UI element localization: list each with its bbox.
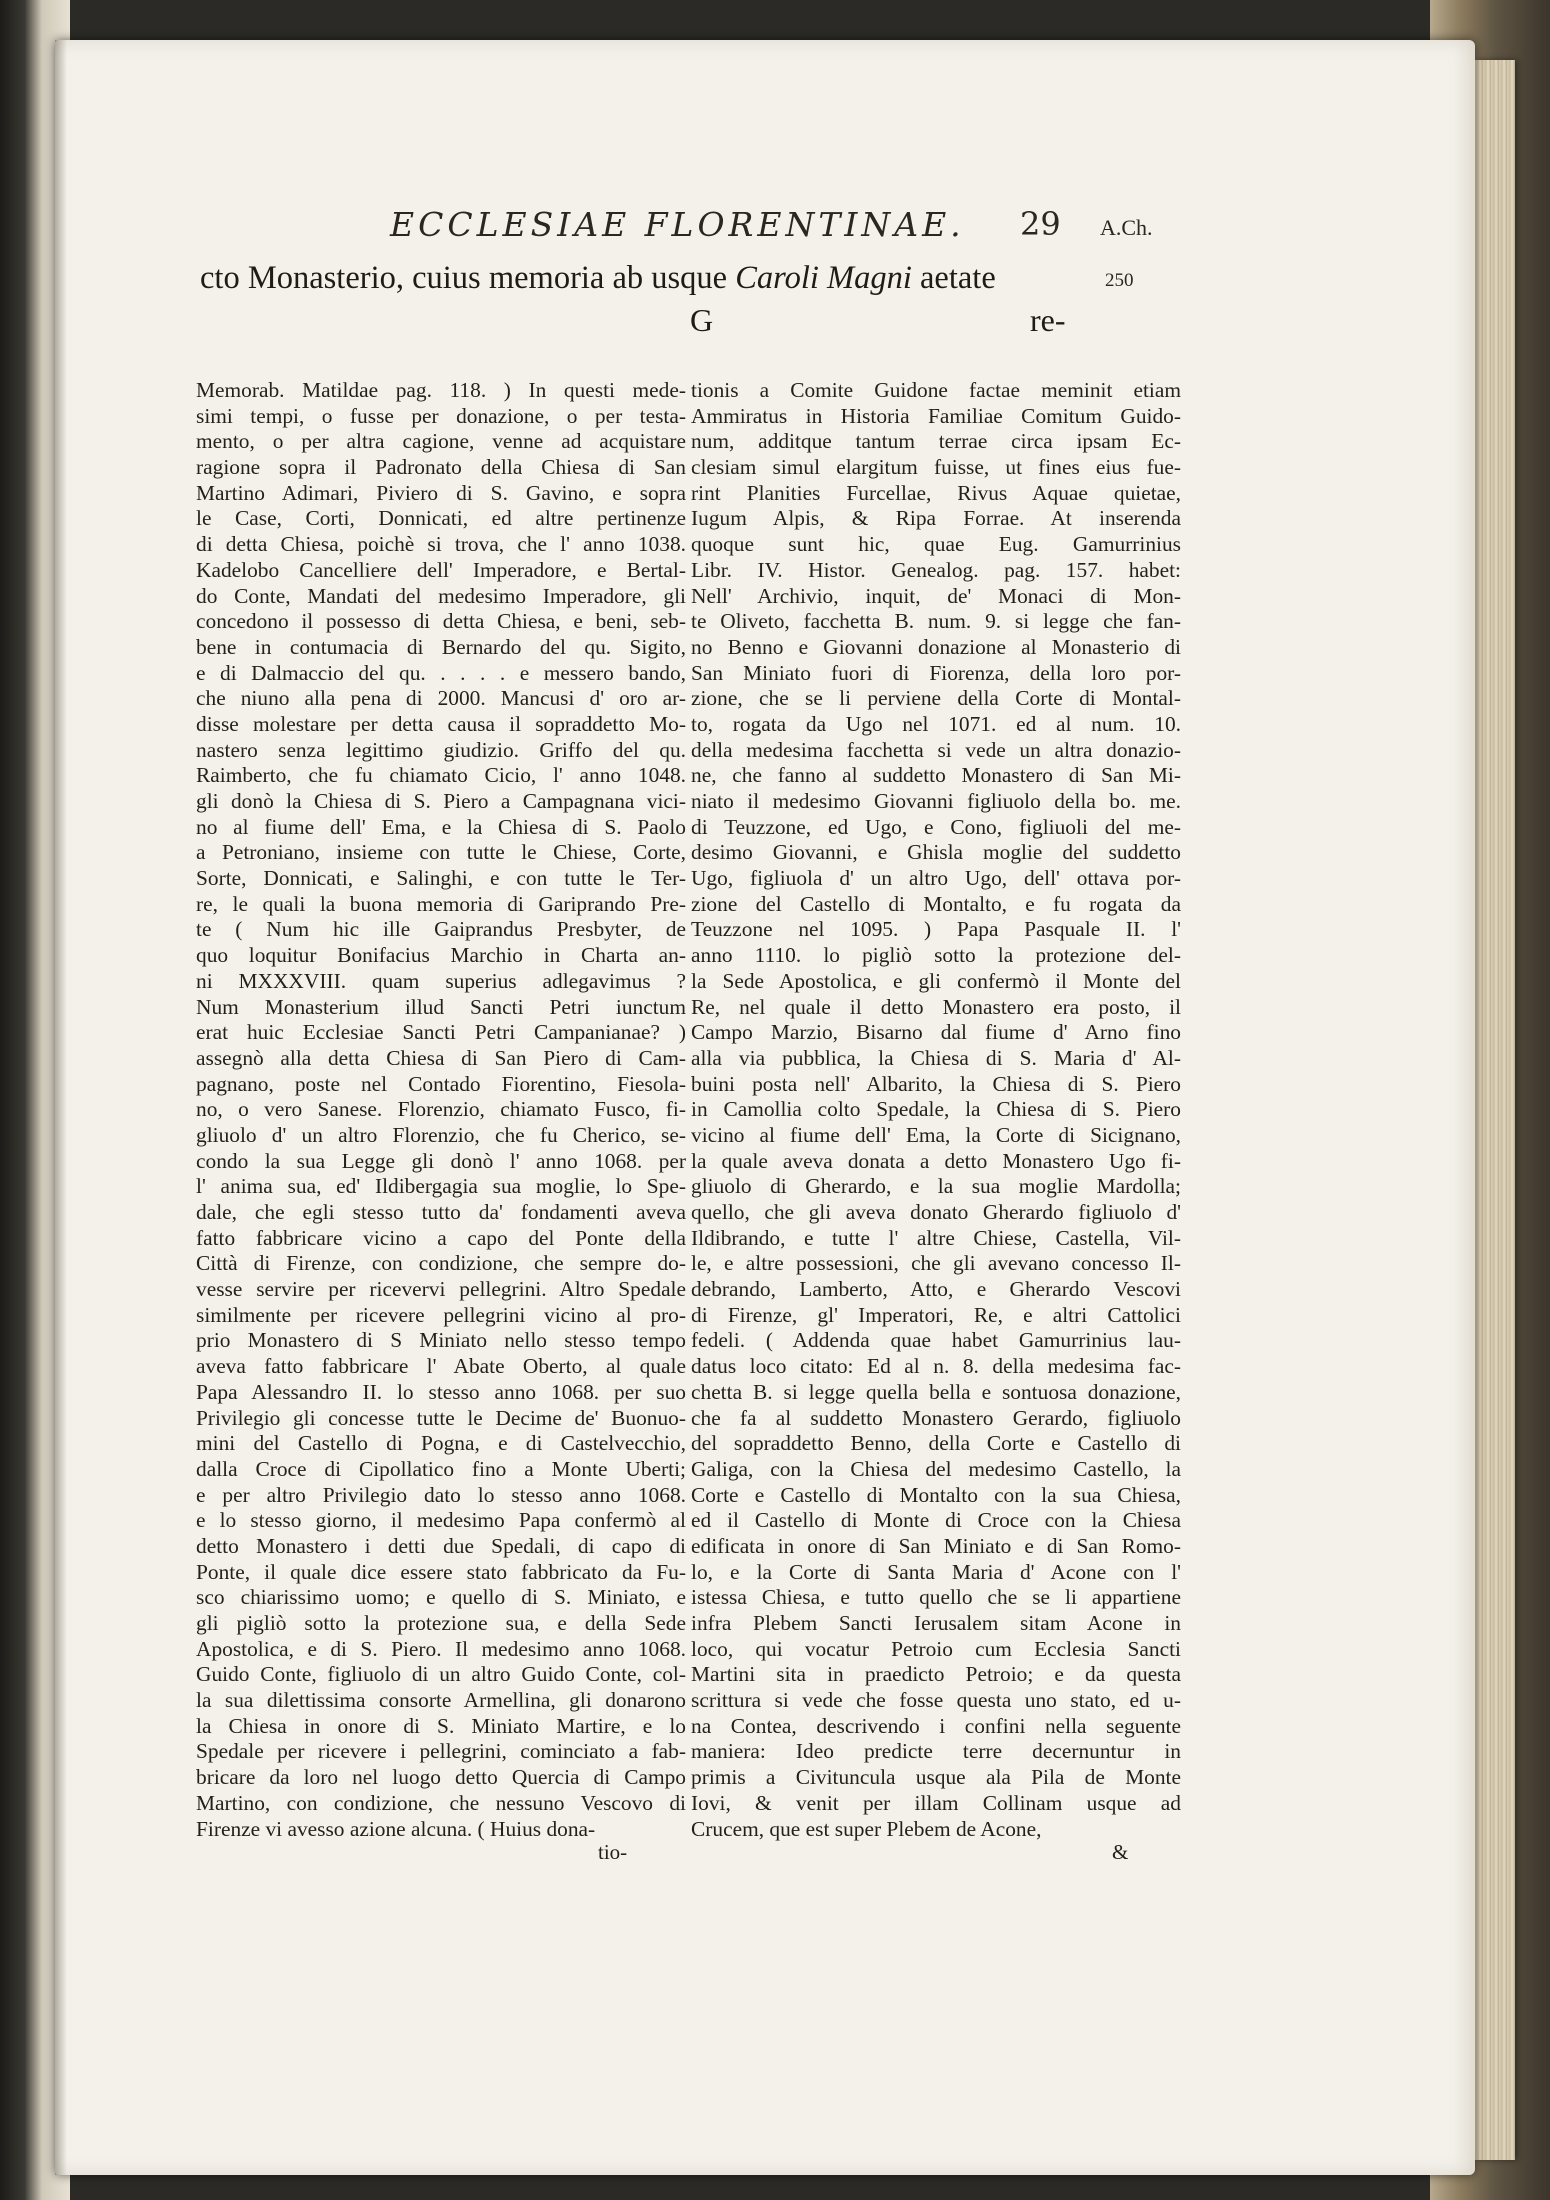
text-line: quello, che gli aveva donato Gherardo figliuolo d' xyxy=(691,1200,1181,1224)
text-line: Crucem, que est super Plebem de Acone, xyxy=(691,1816,1042,1841)
text-line: alla via pubblica, la Chiesa di S. Maria d' Al- xyxy=(691,1045,1181,1070)
text-line: te Oliveto, facchetta B. num. 9. si legge che fan- xyxy=(691,609,1181,634)
text-line: tionis a Comite Guidone factae meminit etiam xyxy=(691,378,1181,402)
signature-mark: G xyxy=(690,302,714,338)
text-line: quoque sunt hic, quae Eug. Gamurrinius xyxy=(691,532,1181,557)
text-line: dalla Croce di Cipollatico fino a Monte Uberti; xyxy=(196,1456,686,1481)
right-text-column xyxy=(691,378,1181,1842)
text-line: similmente per ricevere pellegrini vicino al pro- xyxy=(196,1302,686,1327)
text-line: in Camollia colto Spedale, la Chiesa di S. Piero xyxy=(691,1097,1181,1122)
text-line: te ( Num hic ille Gaiprandus Presbyter, de xyxy=(196,917,686,942)
text-line: Sorte, Donnicati, e Salinghi, e con tutte le Ter- xyxy=(196,866,686,891)
text-line: mini del Castello di Pogna, e di Castelvecchio, xyxy=(196,1431,686,1456)
text-line: Martino, con condizione, che nessuno Vescovo di xyxy=(196,1790,686,1815)
text-line: gliuolo di Gherardo, e la sua moglie Mardolla; xyxy=(691,1174,1181,1199)
text-line: chetta B. si legge quella bella e sontuosa donazione, xyxy=(691,1379,1181,1404)
text-line: Ammiratus in Historia Familiae Comitum Guido- xyxy=(691,403,1181,428)
text-line: loco, qui vocatur Petroio cum Ecclesia Sancti xyxy=(691,1636,1181,1661)
text-line: do Conte, Mandati del medesimo Imperadore, gli xyxy=(196,583,686,608)
margin-note-anno-christi: A.Ch. xyxy=(1100,215,1153,240)
text-line: fedeli. ( Addenda quae habet Gamurrinius lau- xyxy=(691,1328,1181,1353)
text-line: istessa Chiesa, e tutto quello che se li appartiene xyxy=(691,1585,1181,1610)
text-line: Re, nel quale il detto Monastero era posto, il xyxy=(691,994,1181,1019)
text-line: buini posta nell' Albarito, la Chiesa di S. Piero xyxy=(691,1071,1181,1096)
text-line: dale, che egli stesso tutto da' fondamenti aveva xyxy=(196,1200,686,1224)
text-line: Ugo, figliuola d' un altro Ugo, dell' ottava por- xyxy=(691,866,1181,891)
text-line: Campo Marzio, Bisarno dal fiume d' Arno fino xyxy=(691,1020,1181,1045)
running-head: ECCLESIAE FLORENTINAE. xyxy=(390,205,965,244)
text-line: Raimberto, che fu chiamato Cicio, l' anno 1048. xyxy=(196,763,686,788)
text-line: Firenze vi avesso azione alcuna. ( Huius dona- xyxy=(196,1816,596,1841)
text-line: datus loco citato: Ed al n. 8. della medesima fac- xyxy=(691,1354,1181,1379)
text-line: Galiga, con la Chiesa del medesimo Castello, la xyxy=(691,1456,1181,1481)
text-line: re, le quali la buona memoria di Gariprando Pre- xyxy=(196,891,686,916)
text-line: Città di Firenze, con condizione, che sempre do- xyxy=(196,1251,686,1276)
text-line: Teuzzone nel 1095. ) Papa Pasquale II. l' xyxy=(691,917,1181,942)
text-line: desimo Giovanni, e Ghisla moglie del suddetto xyxy=(691,840,1181,865)
text-line: Privilegio gli concesse tutte le Decime de' Buonuo- xyxy=(196,1405,686,1430)
text-line: che fa al suddetto Monastero Gerardo, figliuolo xyxy=(691,1405,1181,1430)
text-line: na Contea, descrivendo i confini nella seguente xyxy=(691,1713,1181,1738)
text-line: disse molestare per detta causa il sopraddetto Mo- xyxy=(196,711,686,736)
text-line: num, additque tantum terrae circa ipsam Ec- xyxy=(691,429,1181,454)
text-line: l' anima sua, ed' Ildibergagia sua moglie, lo Spe- xyxy=(196,1174,686,1199)
text-line: le, e altre possessioni, che gli avevano concesso Il- xyxy=(691,1251,1181,1276)
text-line: lo, e la Corte di Santa Maria d' Acone con l' xyxy=(691,1559,1181,1584)
margin-note-year: 250 xyxy=(1105,270,1134,291)
text-line: e per altro Privilegio dato lo stesso anno 1068. xyxy=(196,1482,686,1507)
text-line: Guido Conte, figliuolo di un altro Guido Conte, col- xyxy=(196,1662,686,1687)
text-line: prio Monastero di S Miniato nello stesso tempo xyxy=(196,1328,686,1353)
text-line: Ildibrando, e tutte l' altre Chiese, Castella, Vil- xyxy=(691,1225,1181,1250)
text-line: no al fiume dell' Ema, e la Chiesa di S. Paolo xyxy=(196,814,686,839)
text-line: Apostolica, e di S. Piero. Il medesimo anno 1068. xyxy=(196,1636,686,1661)
text-line: quo loquitur Bonifacius Marchio in Charta an- xyxy=(196,943,686,968)
text-line: del sopraddetto Benno, della Corte e Castello di xyxy=(691,1431,1181,1456)
text-line: Papa Alessandro II. lo stesso anno 1068. per suo xyxy=(196,1379,686,1404)
text-line: a Petroniano, insieme con tutte le Chiese, Corte, xyxy=(196,840,686,865)
text-line: mento, o per altra cagione, venne ad acquistare xyxy=(196,429,686,454)
text-line: Iovi, & venit per illam Collinam usque ad xyxy=(691,1790,1181,1815)
text-line: no, o vero Sanese. Florenzio, chiamato Fusco, fi- xyxy=(196,1097,686,1122)
text-line: e di Dalmaccio del qu. . . . . e messero bando, xyxy=(196,660,686,685)
text-line: edificata in onore di San Miniato e di San Romo- xyxy=(691,1533,1181,1558)
text-line: di Firenze, gl' Imperatori, Re, e altri Cattolici xyxy=(691,1302,1181,1327)
text-line: e lo stesso giorno, il medesimo Papa confermò al xyxy=(196,1508,686,1533)
text-line: Iugum Alpis, & Ripa Forrae. At inserenda xyxy=(691,506,1181,531)
text-line: concedono il possesso di detta Chiesa, e beni, seb- xyxy=(196,609,686,634)
text-line: niato il medesimo Giovanni figliuolo della bo. me. xyxy=(691,789,1181,813)
text-line: rint Planities Furcellae, Rivus Aquae quietae, xyxy=(691,480,1181,505)
text-line: scrittura si vede che fosse questa uno stato, ed u- xyxy=(691,1688,1181,1713)
top-line-suffix: aetate xyxy=(911,260,996,296)
text-line: vesse servire per ricevervi pellegrini. Altro Spedale xyxy=(196,1277,686,1302)
page-stack-edge xyxy=(1475,60,1515,2160)
text-line: sco chiarissimo uomo; e quello di S. Miniato, e xyxy=(196,1585,686,1610)
text-line: condo la sua Legge gli donò l' anno 1068. per xyxy=(196,1148,686,1173)
text-line: nastero senza legittimo giudizio. Griffo del qu. xyxy=(196,737,686,762)
text-line: Corte e Castello di Montalto con la sua Chiesa, xyxy=(691,1482,1181,1507)
text-line: simi tempi, o fusse per donazione, o per testa- xyxy=(196,403,686,428)
text-line: Num Monasterium illud Sancti Petri iunctum xyxy=(196,994,686,1019)
text-line: bene in contumacia di Bernardo del qu. Sigito, xyxy=(196,634,686,659)
text-line: detto Monastero i detti due Spedali, di capo di xyxy=(196,1533,686,1558)
text-line: ne, che fanno al suddetto Monastero di San Mi- xyxy=(691,763,1181,788)
text-line: Kadelobo Cancelliere dell' Imperadore, e Bertal- xyxy=(196,557,686,582)
text-line: to, rogata da Ugo nel 1071. ed al num. 10. xyxy=(691,711,1181,736)
text-line: infra Plebem Sancti Ierusalem sitam Acone in xyxy=(691,1611,1181,1635)
text-line: no Benno e Giovanni donazione al Monasterio di xyxy=(691,634,1181,659)
text-line: gli pigliò sotto la protezione sua, e della Sede xyxy=(196,1611,686,1635)
text-line: le Case, Corti, Donnicati, ed altre pertinenze xyxy=(196,506,686,531)
text-line: zione, che se li perviene della Corte di Montal- xyxy=(691,686,1181,711)
text-line: la sua dilettissima consorte Armellina, gli donarono xyxy=(196,1688,686,1713)
text-line: ragione sopra il Padronato della Chiesa di San xyxy=(196,455,686,480)
bottom-catchword-right: & xyxy=(1112,1840,1129,1864)
text-line: ed il Castello di Monte di Croce con la Chiesa xyxy=(691,1508,1181,1533)
text-line: bricare da loro nel luogo detto Quercia di Campo xyxy=(196,1765,686,1790)
top-catchword: re- xyxy=(1030,302,1066,338)
text-line: ni MXXXVIII. quam superius adlegavimus ? xyxy=(196,968,686,993)
bottom-catchword-left: tio- xyxy=(598,1840,628,1864)
text-line: aveva fatto fabbricare l' Abate Oberto, al quale xyxy=(196,1354,686,1379)
text-line: fatto fabbricare vicino a capo del Ponte della xyxy=(196,1225,686,1250)
text-line: gli donò la Chiesa di S. Piero a Campagnana vici- xyxy=(196,789,686,813)
text-line: pagnano, poste nel Contado Fiorentino, Fiesola- xyxy=(196,1071,686,1096)
text-line: Ponte, il quale dice essere stato fabbricato da Fu- xyxy=(196,1559,686,1584)
top-line-italic: Caroli Magni xyxy=(735,260,912,296)
text-line: clesiam simul elargitum fuisse, ut fines eius fue- xyxy=(691,455,1181,480)
text-line: primis a Civituncula usque ala Pila de Monte xyxy=(691,1765,1181,1790)
text-line: anno 1110. lo pigliò sotto la protezione del- xyxy=(691,943,1181,968)
full-width-text-line xyxy=(200,260,1090,297)
text-line: Libr. IV. Histor. Genealog. pag. 157. habet: xyxy=(691,557,1181,582)
text-line: maniera: Ideo predicte terre decernuntur in xyxy=(691,1739,1181,1764)
text-line: San Miniato fuori di Fiorenza, della loro por- xyxy=(691,660,1181,685)
text-line: di detta Chiesa, poichè si trova, che l' anno 1038. xyxy=(196,532,686,557)
text-line: della medesima facchetta si vede un altra donazio- xyxy=(691,737,1181,762)
text-line: Nell' Archivio, inquit, de' Monaci di Mon- xyxy=(691,583,1181,608)
text-line: Martini sita in praedicto Petroio; e da questa xyxy=(691,1662,1181,1687)
top-line-prefix: cto Monasterio, cuius memoria ab usque xyxy=(200,260,736,296)
text-line: che niuno alla pena di 2000. Mancusi d' oro ar- xyxy=(196,686,686,711)
text-line: zione del Castello di Montalto, e fu rogata da xyxy=(691,891,1181,916)
text-line: debrando, Lamberto, Atto, e Gherardo Vescovi xyxy=(691,1277,1181,1302)
text-line: Martino Adimari, Piviero di S. Gavino, e sopra xyxy=(196,480,686,505)
text-line: la Sede Apostolica, e gli confermò il Monte del xyxy=(691,968,1181,993)
left-text-column xyxy=(196,378,686,1842)
text-line: assegnò alla detta Chiesa di San Piero di Cam- xyxy=(196,1045,686,1070)
text-line: gliuolo d' un altro Florenzio, che fu Cherico, se- xyxy=(196,1122,686,1147)
text-line: Memorab. Matildae pag. 118. ) In questi mede- xyxy=(196,378,686,402)
text-line: vicino al fiume dell' Ema, la Corte di Sicignano, xyxy=(691,1122,1181,1147)
page-crease xyxy=(55,40,67,2175)
text-line: Spedale per ricevere i pellegrini, cominciato a fab- xyxy=(196,1739,686,1764)
text-line: la quale aveva donata a detto Monastero Ugo fi- xyxy=(691,1148,1181,1173)
text-line: di Teuzzone, ed Ugo, e Cono, figliuoli del me- xyxy=(691,814,1181,839)
text-line: la Chiesa in onore di S. Miniato Martire, e lo xyxy=(196,1713,686,1738)
page-number: 29 xyxy=(1020,205,1061,243)
text-line: erat huic Ecclesiae Sancti Petri Campanianae? ) xyxy=(196,1020,686,1045)
